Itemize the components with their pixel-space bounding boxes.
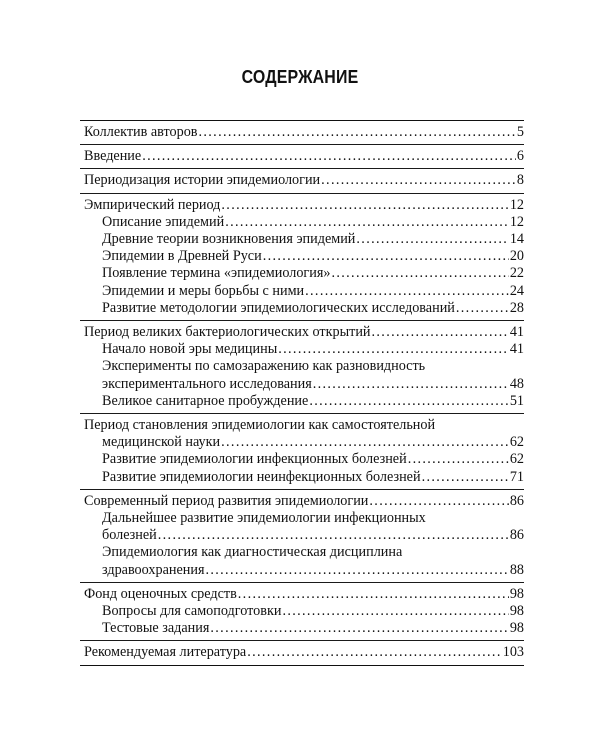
toc-section (80, 582, 524, 641)
toc-leader-dots (309, 393, 509, 410)
toc-leader-dots (263, 248, 509, 265)
toc-entry-title: Современный период развития эпидемиологии (84, 492, 369, 509)
toc-entry-introduction[interactable] (80, 148, 524, 165)
toc-leader-dots (456, 300, 509, 317)
toc-subentry[interactable] (80, 620, 524, 637)
toc-section (80, 489, 524, 582)
toc-page-number: 6 (516, 148, 524, 165)
toc-subentry[interactable] (80, 603, 524, 620)
toc-leader-dots (369, 493, 508, 510)
toc-entry-assessment-fund[interactable] (80, 586, 524, 603)
toc-subentry-first-line[interactable]: Дальнейшее развитие эпидемиологии инфекционных (102, 510, 426, 527)
toc-entry-title: Описание эпидемий (102, 213, 225, 230)
toc-entry-title: Начало новой эры медицины (102, 341, 278, 358)
toc-leader-dots (321, 172, 516, 189)
toc-section (80, 193, 524, 320)
toc-section (80, 168, 524, 192)
toc-page-number: 98 (509, 603, 524, 620)
toc-leader-dots (356, 231, 508, 248)
toc-entry-title: Развитие эпидемиологии инфекционных болезней (102, 451, 407, 468)
toc-subentry[interactable] (80, 562, 524, 579)
toc-entry-title: Рекомендуемая литература (84, 644, 247, 661)
toc-page-number: 98 (509, 585, 524, 602)
toc-page-number: 41 (509, 324, 524, 341)
toc-page-number: 14 (509, 231, 524, 248)
toc-entry-authors[interactable] (80, 124, 524, 141)
toc-entry-recommended-literature[interactable] (80, 644, 524, 661)
toc-leader-dots (225, 214, 509, 231)
toc-page-number: 88 (509, 561, 524, 578)
toc-entry-title: Периодизация истории эпидемиологии (84, 172, 321, 189)
toc-page-number: 51 (509, 392, 524, 409)
toc-page-number: 41 (509, 341, 524, 358)
toc-page-number: 20 (509, 248, 524, 265)
toc-leader-dots (282, 603, 508, 620)
toc-subentry[interactable] (80, 341, 524, 358)
toc-leader-dots (331, 265, 508, 282)
toc-entry-title: медицинской науки (102, 434, 221, 451)
toc-entry-title: Эпидемии и меры борьбы с ними (102, 282, 305, 299)
toc-subentry[interactable] (80, 527, 524, 544)
toc-page-number: 5 (516, 124, 524, 140)
toc-entry-title: Период великих бактериологических открытий (84, 324, 371, 341)
toc-page-number: 28 (509, 299, 524, 316)
toc-page-number: 22 (509, 265, 524, 282)
toc-page-number: 103 (502, 644, 524, 661)
toc-entry-title: Появление термина «эпидемиология» (102, 265, 331, 282)
toc-subentry[interactable] (80, 300, 524, 317)
toc-leader-dots (422, 469, 509, 486)
toc-entry-establishment-period[interactable] (80, 434, 524, 451)
toc-leader-dots (158, 527, 509, 544)
page-title: СОДЕРЖАНИЕ (241, 66, 359, 87)
toc-page-number: 71 (509, 468, 524, 485)
toc-page-number: 24 (509, 282, 524, 299)
toc-entry-title: Эпидемии в Древней Руси (102, 248, 262, 265)
table-of-contents (80, 120, 524, 666)
toc-entry-title: экспериментального исследования (102, 375, 312, 392)
toc-entry-title: Вопросы для самоподготовки (102, 603, 282, 620)
toc-leader-dots (199, 124, 516, 141)
toc-page-number: 8 (516, 172, 524, 189)
toc-leader-dots (221, 197, 508, 214)
toc-entry-periodization[interactable] (80, 172, 524, 189)
toc-subentry-first-line[interactable]: Эпидемиология как диагностическая дисциплина (102, 544, 403, 561)
toc-page-number: 48 (509, 375, 524, 392)
toc-subentry[interactable] (80, 231, 524, 248)
toc-entry-first-line[interactable]: Период становления эпидемиологии как самостоятельной (84, 417, 436, 434)
toc-page-number: 86 (509, 527, 524, 544)
toc-subentry[interactable] (80, 248, 524, 265)
toc-subentry-first-line[interactable]: Эксперименты по самозаражению как разновидность (102, 358, 426, 375)
toc-leader-dots (305, 283, 509, 300)
toc-entry-title: Развитие методологии эпидемиологических исследований (102, 299, 455, 316)
toc-leader-dots (247, 644, 501, 661)
toc-subentry[interactable] (80, 214, 524, 231)
toc-subentry[interactable] (80, 451, 524, 468)
toc-entry-title: Введение (84, 148, 142, 165)
toc-leader-dots (238, 586, 509, 603)
toc-section (80, 320, 524, 413)
toc-leader-dots (142, 148, 516, 165)
toc-entry-empirical-period[interactable] (80, 197, 524, 214)
toc-leader-dots (372, 324, 509, 341)
toc-leader-dots (205, 562, 508, 579)
toc-page-number: 86 (509, 492, 524, 509)
toc-leader-dots (313, 376, 509, 393)
toc-page-number: 12 (509, 213, 524, 230)
toc-entry-title: Коллектив авторов (84, 124, 198, 140)
toc-page-number: 98 (509, 620, 524, 637)
toc-entry-title: Эмпирический период (84, 196, 221, 213)
toc-page-number: 62 (509, 451, 524, 468)
toc-section (80, 413, 524, 489)
toc-entry-title: Фонд оценочных средств (84, 585, 237, 602)
toc-leader-dots (278, 341, 509, 358)
toc-leader-dots (210, 620, 508, 637)
toc-entry-title: Великое санитарное пробуждение (102, 392, 309, 409)
toc-subentry[interactable] (80, 393, 524, 410)
toc-subentry[interactable] (80, 376, 524, 393)
toc-page-number: 12 (509, 196, 524, 213)
toc-section (80, 120, 524, 144)
toc-subentry[interactable] (80, 469, 524, 486)
toc-section (80, 640, 524, 665)
toc-entry-title: Развитие эпидемиологии неинфекционных болезней (102, 468, 421, 485)
toc-entry-title: болезней (102, 527, 157, 544)
toc-entry-bacteriological-period[interactable] (80, 324, 524, 341)
toc-section (80, 144, 524, 168)
toc-leader-dots (408, 451, 509, 468)
toc-leader-dots (221, 434, 509, 451)
toc-page-number: 62 (509, 434, 524, 451)
toc-subentry[interactable] (80, 265, 524, 282)
toc-entry-title: Древние теории возникновения эпидемий (102, 231, 356, 248)
toc-entry-title: здравоохранения (102, 561, 205, 578)
toc-entry-modern-period[interactable] (80, 493, 524, 510)
toc-subentry[interactable] (80, 283, 524, 300)
toc-entry-title: Тестовые задания (102, 620, 210, 637)
